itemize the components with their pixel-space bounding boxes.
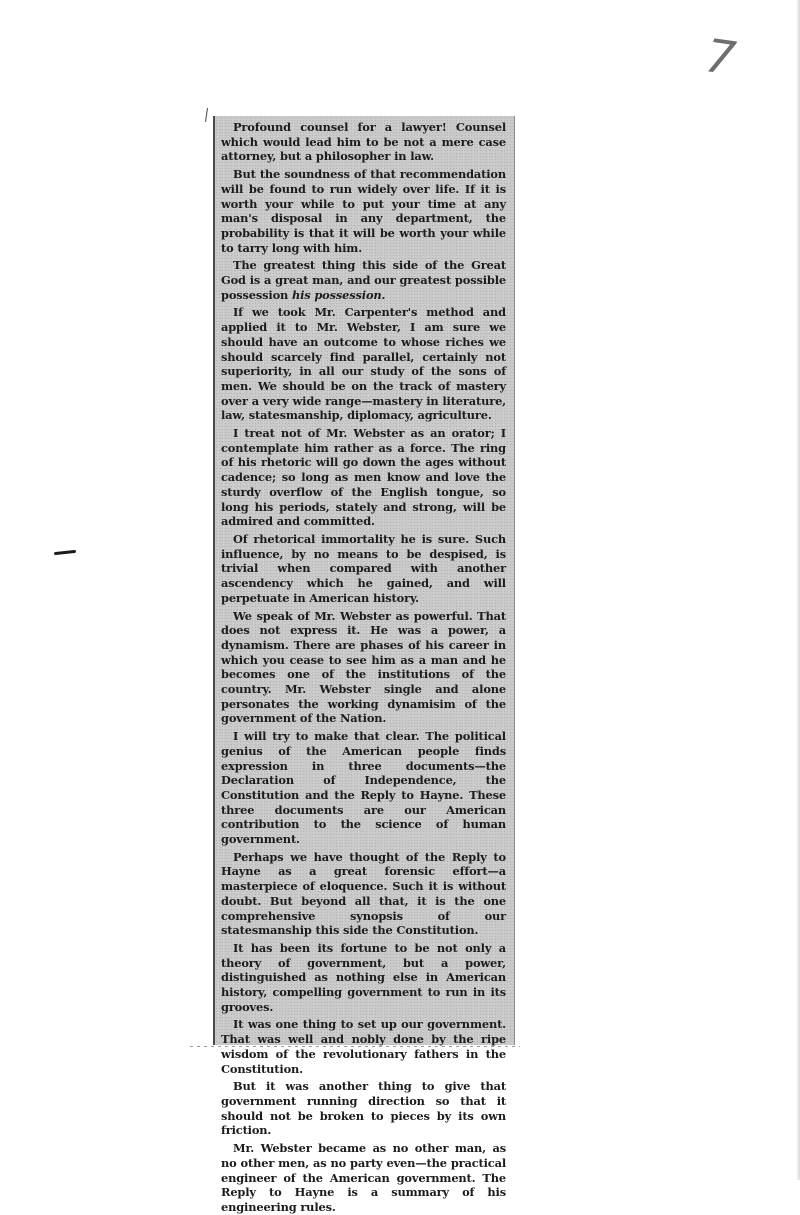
paragraph-emphasis: his possession. (291, 287, 386, 302)
paragraph: But it was another thing to give that government running direction so that it should not be broken to pieces by its own friction. (221, 1079, 506, 1138)
paragraph: Of rhetorical immortality he is sure. Such influence, by no means to be despised, is trivial when compared with another ascendency which he gained, and will perpetuate in American history. (221, 531, 506, 605)
clipping-corner-mark (205, 108, 208, 122)
paragraph: If we took Mr. Carpenter's method and applied it to Mr. Webster, I am sure we should have an outcome to whose riches we should scarcely find parallel, certainly not superiority, in all our study of the sons of men. We should be on the track of mastery over a very wide range—mastery in literature, law, statesmanship, diplomacy, agriculture. (221, 305, 506, 423)
paragraph-text: The greatest thing this side of the Great God is a great man, and our greatest possible possession (221, 258, 506, 302)
paragraph: It was one thing to set up our government. That was well and nobly done by the ripe wisdom of the revolutionary fathers in the Constitution. (221, 1017, 506, 1076)
paragraph: We speak of Mr. Webster as powerful. That does not express it. He was a power, a dynamism. There are phases of his career in which you cease to see him as a man and he becomes one of the institutions of the country. Mr. Webster single and alone personates the working dynamisim of the government of the Nation. (221, 608, 506, 726)
paragraph: But the soundness of that recommendation will be found to run widely over life. If it is worth your while to put your time at any man's disposal in any department, the probability is that it will be worth your while to tarry long with him. (221, 167, 506, 255)
clipping-bottom-edge (190, 1046, 520, 1047)
handwritten-page-number: 7 (702, 28, 739, 86)
paragraph: I will try to make that clear. The political genius of the American people finds expression in three documents—the Declaration of Independence, the Constitution and the Reply to Hayne. These three documents are our American contribution to the science of human government. (221, 729, 506, 847)
paragraph: Perhaps we have thought of the Reply to Hayne as a great forensic effort—a masterpiece of eloquence. Such it is without doubt. But beyond all that, it is the one comprehensive synopsis of our statesmanship this side the Constitution. (221, 849, 506, 938)
paragraph: Mr. Webster became as no other man, as no other men, as no party even—the practical engineer of the American government. The Reply to Hayne is a summary of his engineering rules. (221, 1141, 506, 1214)
newspaper-clipping (213, 116, 515, 1214)
paragraph: It has been its fortune to be not only a theory of government, but a power, distinguished as nothing else in American history, compelling government to run in its grooves. (221, 940, 506, 1014)
page-edge (796, 0, 800, 1180)
paragraph (221, 258, 506, 302)
margin-mark (54, 550, 76, 555)
paragraph: Profound counsel for a lawyer! Counsel which would lead him to be not a mere case attorney, but a philosopher in law. (221, 120, 506, 164)
paragraph: I treat not of Mr. Webster as an orator; I contemplate him rather as a force. The ring of his rhetoric will go down the ages without cadence; so long as men know and love the sturdy overflow of the English tongue, so long his periods, stately and strong, will be admired and committed. (221, 426, 506, 529)
